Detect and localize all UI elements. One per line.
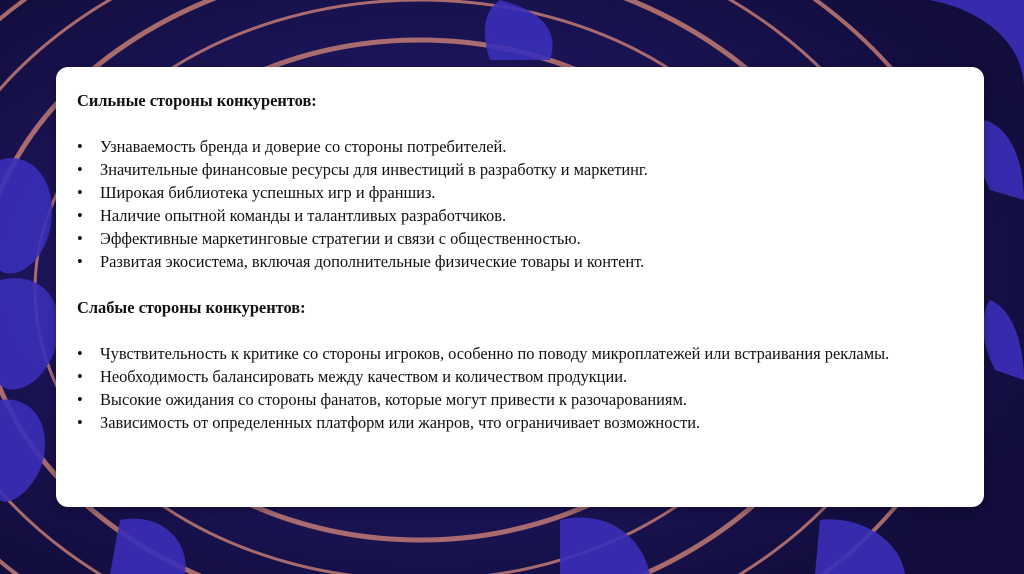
strengths-heading: Сильные стороны конкурентов:: [77, 91, 317, 110]
spacer: [77, 273, 964, 296]
strength-item: • Развитая экосистема, включая дополнительные физические товары и контент.: [77, 250, 964, 273]
weakness-item: • Высокие ожидания со стороны фанатов, которые могут привести к разочарованиям.: [77, 388, 964, 411]
weaknesses-heading: Слабые стороны конкурентов:: [77, 298, 306, 317]
strength-item: • Значительные финансовые ресурсы для инвестиций в разработку и маркетинг.: [77, 158, 964, 181]
weakness-item: • Необходимость балансировать между качеством и количеством продукции.: [77, 365, 964, 388]
weaknesses-list: [77, 342, 964, 434]
strength-item: • Эффективные маркетинговые стратегии и связи с общественностью.: [77, 227, 964, 250]
spacer: [77, 112, 964, 135]
weakness-item: • Чувствительность к критике со стороны игроков, особенно по поводу микроплатежей или встраивания рекламы.: [77, 342, 964, 365]
strength-item: • Узнаваемость бренда и доверие со стороны потребителей.: [77, 135, 964, 158]
weakness-item: • Зависимость от определенных платформ или жанров, что ограничивает возможности.: [77, 411, 964, 434]
strength-item: • Широкая библиотека успешных игр и франшиз.: [77, 181, 964, 204]
strength-item: • Наличие опытной команды и талантливых разработчиков.: [77, 204, 964, 227]
spacer: [77, 319, 964, 342]
content-card: [56, 67, 984, 507]
strengths-list: [77, 135, 964, 273]
